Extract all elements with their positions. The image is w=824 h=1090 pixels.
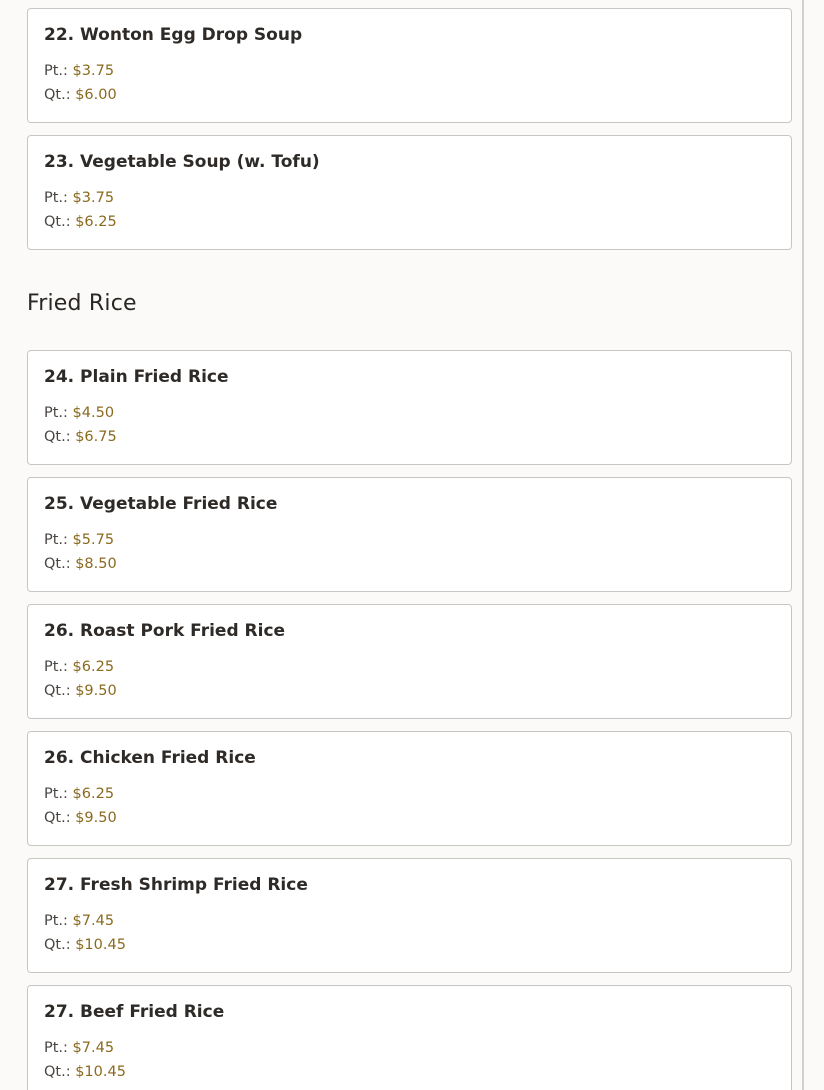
quart-price-row xyxy=(44,933,775,957)
quart-label: Qt.: xyxy=(44,683,71,699)
pint-price: $4.50 xyxy=(72,405,115,421)
menu-content xyxy=(27,0,792,1090)
menu-item-name: 23. Vegetable Soup (w. Tofu) xyxy=(44,152,320,172)
pint-label: Pt.: xyxy=(44,405,68,421)
quart-price-row xyxy=(44,425,775,449)
pint-price: $6.25 xyxy=(72,659,115,675)
section-heading-fried-rice: Fried Rice xyxy=(27,291,137,316)
quart-price: $6.75 xyxy=(75,429,117,445)
menu-item-card[interactable] xyxy=(27,477,792,592)
pint-price: $3.75 xyxy=(72,63,115,79)
quart-price-row xyxy=(44,679,775,703)
menu-item-name: 27. Beef Fried Rice xyxy=(44,1002,225,1022)
pint-label: Pt.: xyxy=(44,1040,68,1056)
quart-price: $9.50 xyxy=(75,683,117,699)
pint-label: Pt.: xyxy=(44,63,68,79)
quart-price-row xyxy=(44,552,775,576)
menu-item-name: 25. Vegetable Fried Rice xyxy=(44,494,278,514)
pint-price-row xyxy=(44,909,775,933)
menu-item-card[interactable] xyxy=(27,8,792,123)
pint-price-row xyxy=(44,1036,775,1060)
menu-item-card[interactable] xyxy=(27,985,792,1090)
quart-price-row xyxy=(44,1060,775,1084)
menu-item-name: 22. Wonton Egg Drop Soup xyxy=(44,25,303,45)
pint-label: Pt.: xyxy=(44,913,68,929)
quart-label: Qt.: xyxy=(44,1064,71,1080)
scrollbar-track[interactable] xyxy=(802,0,804,1090)
quart-price: $6.25 xyxy=(75,214,117,230)
menu-item-name: 24. Plain Fried Rice xyxy=(44,367,229,387)
quart-price-row xyxy=(44,83,775,107)
pint-label: Pt.: xyxy=(44,532,68,548)
quart-price: $10.45 xyxy=(75,1064,126,1080)
pint-label: Pt.: xyxy=(44,786,68,802)
quart-price-row xyxy=(44,210,775,234)
pint-price-row xyxy=(44,186,775,210)
quart-label: Qt.: xyxy=(44,810,71,826)
pint-price-row xyxy=(44,782,775,806)
quart-price: $10.45 xyxy=(75,937,126,953)
menu-item-name: 27. Fresh Shrimp Fried Rice xyxy=(44,875,308,895)
quart-price: $8.50 xyxy=(75,556,117,572)
quart-price-row xyxy=(44,806,775,830)
menu-item-card[interactable] xyxy=(27,858,792,973)
quart-price: $6.00 xyxy=(75,87,117,103)
pint-price: $5.75 xyxy=(72,532,115,548)
menu-item-card[interactable] xyxy=(27,350,792,465)
menu-item-card[interactable] xyxy=(27,135,792,250)
pint-price: $6.25 xyxy=(72,786,115,802)
quart-price: $9.50 xyxy=(75,810,117,826)
pint-price-row xyxy=(44,655,775,679)
quart-label: Qt.: xyxy=(44,937,71,953)
menu-item-card[interactable] xyxy=(27,731,792,846)
menu-item-name: 26. Chicken Fried Rice xyxy=(44,748,256,768)
quart-label: Qt.: xyxy=(44,87,71,103)
quart-label: Qt.: xyxy=(44,556,71,572)
menu-item-name: 26. Roast Pork Fried Rice xyxy=(44,621,286,641)
pint-price-row xyxy=(44,401,775,425)
menu-item-card[interactable] xyxy=(27,604,792,719)
pint-price: $3.75 xyxy=(72,190,115,206)
pint-price: $7.45 xyxy=(72,1040,115,1056)
quart-label: Qt.: xyxy=(44,429,71,445)
pint-label: Pt.: xyxy=(44,190,68,206)
pint-price-row xyxy=(44,528,775,552)
pint-price-row xyxy=(44,59,775,83)
pint-label: Pt.: xyxy=(44,659,68,675)
pint-price: $7.45 xyxy=(72,913,115,929)
quart-label: Qt.: xyxy=(44,214,71,230)
